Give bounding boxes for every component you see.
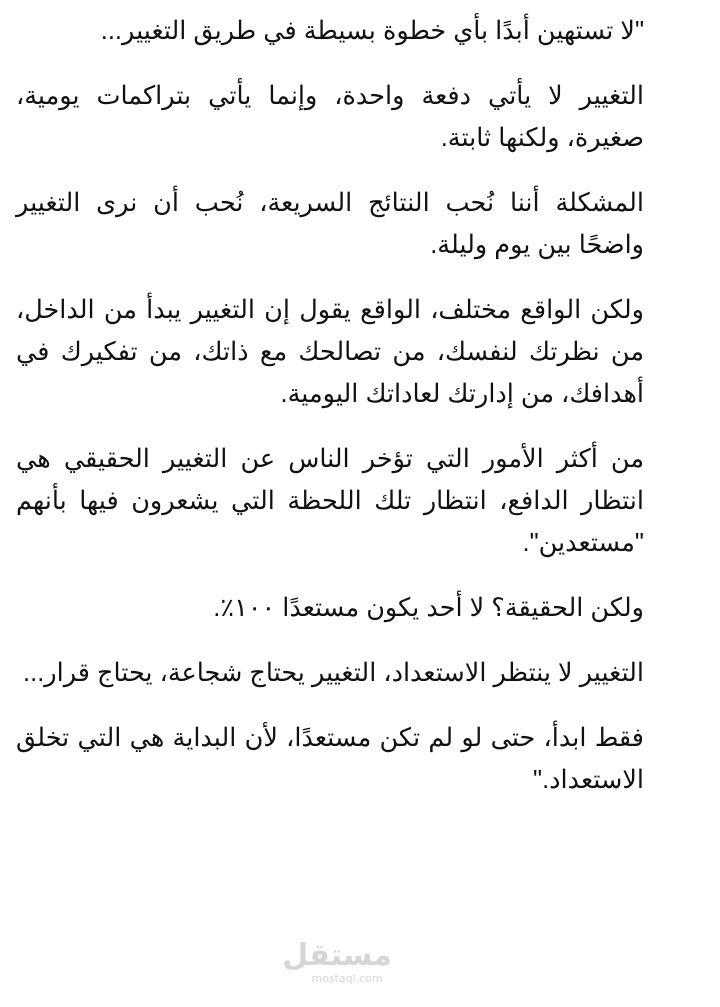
watermark-latin: mostaql.com xyxy=(311,972,383,985)
watermark-arabic: مستقل xyxy=(282,938,392,973)
paragraph-3: المشكلة أننا نُحب النتائج السريعة، نُحب أن نرى التغيير واضحًا بين يوم وليلة. xyxy=(16,189,644,259)
mostaql-watermark xyxy=(282,938,392,985)
paragraph-8: فقط ابدأ، حتى لو لم تكن مستعدًا، لأن البداية هي التي تخلق الاستعداد." xyxy=(16,724,644,794)
paragraph-7: التغيير لا ينتظر الاستعداد، التغيير يحتاج شجاعة، يحتاج قرار... xyxy=(23,659,644,687)
paragraph-1: "لا تستهين أبدًا بأي خطوة بسيطة في طريق التغيير... xyxy=(100,17,644,45)
paragraph-5: من أكثر الأمور التي تؤخر الناس عن التغيير الحقيقي هي انتظار الدافع، انتظار تلك اللحظة التي يشعرون فيها بأنهم "مستعدين". xyxy=(16,445,644,557)
paragraph-2: التغيير لا يأتي دفعة واحدة، وإنما يأتي بتراكمات يومية، صغيرة، ولكنها ثابتة. xyxy=(16,82,644,152)
paragraph-6: ولكن الحقيقة؟ لا أحد يكون مستعدًا ١٠٠٪. xyxy=(213,594,644,622)
paragraph-4: ولكن الواقع مختلف، الواقع يقول إن التغيير يبدأ من الداخل، من نظرتك لنفسك، من تصالحك مع ذاتك، من تفكيرك في أهدافك، من إدارتك لعاداتك اليومية. xyxy=(16,296,644,408)
